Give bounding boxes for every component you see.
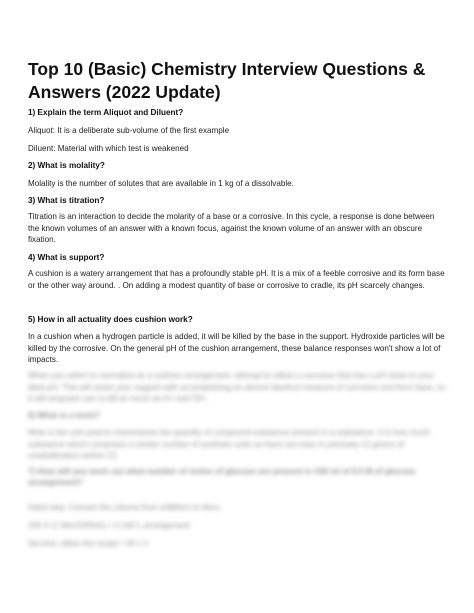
question-5: 5) How in all actuality does cushion work?	[28, 315, 193, 324]
question-2: 2) What is molality?	[28, 161, 105, 170]
answer-3: Titration is an interaction to decide the molarity of a base or a corrosive. In this cycle, a response is done between the known volumes of an answer with a known focus, against the known volume of an answer with an obscure fixation.	[28, 212, 435, 245]
answer-1-line-2: Diluent: Material with which test is weakened	[28, 144, 189, 153]
blurred-question-6: 6) What is a mole?	[28, 411, 100, 420]
answer-2: Molality is the number of solutes that are available in 1 kg of a dissolvable.	[28, 179, 294, 188]
blurred-line-3: Second, utilize the recipe = M x V	[28, 539, 149, 548]
blurred-line-1: Initial step: Convert the volume from milliliters to liters.	[28, 503, 222, 512]
question-3: 3) What is titration?	[28, 196, 105, 205]
blurred-question-7: 7) How will you work out what number of moles of glucose are present in 100 ml of 0.5 M of glucose arrangement?	[28, 467, 416, 487]
question-1: 1) Explain the term Aliquot and Diluent?	[28, 108, 184, 117]
answer-5: In a cushion when a hydrogen particle is added, it will be killed by the base in the support. Hydroxide particles will be killed by the corrosive. On the general pH of the cushion arrangement, these balance responses won't show a lot of impacts.	[28, 332, 445, 365]
answer-4: A cushion is a watery arrangement that has a profoundly stable pH. It is a mix of a feeble corrosive and its form base or the other way around. . On adding a modest quantity of base or corrosive to cradle, its pH scarcely changes.	[28, 269, 445, 290]
blurred-paragraph-2: Mole is the unit used to characterize the quantity of compound substance present in a substance. It is how much substance which comprises a similar number of synthetic units as there are iotas in precisely 12 grams of unadulterated carbon-12.	[28, 428, 430, 461]
page-title: Top 10 (Basic) Chemistry Interview Questions & Answers (2022 Update)	[28, 59, 426, 102]
question-4: 4) What is support?	[28, 253, 105, 262]
answer-1-line-1: Aliquot: It is a deliberate sub-volume of the first example	[28, 126, 230, 135]
blurred-line-2: 100 X (1 liter/1000ml) = 0.100 L arrangement	[28, 521, 190, 530]
blurred-paragraph-1: When you select to normalize as a cushion arrangement, attempt to utilize a corrosive that has a pH close to your ideal pH. This will assist your support with accomplishing an almost identical measure of corrosive and form base, so it will empower you to kill as much as H+ and OH-.	[28, 371, 446, 404]
